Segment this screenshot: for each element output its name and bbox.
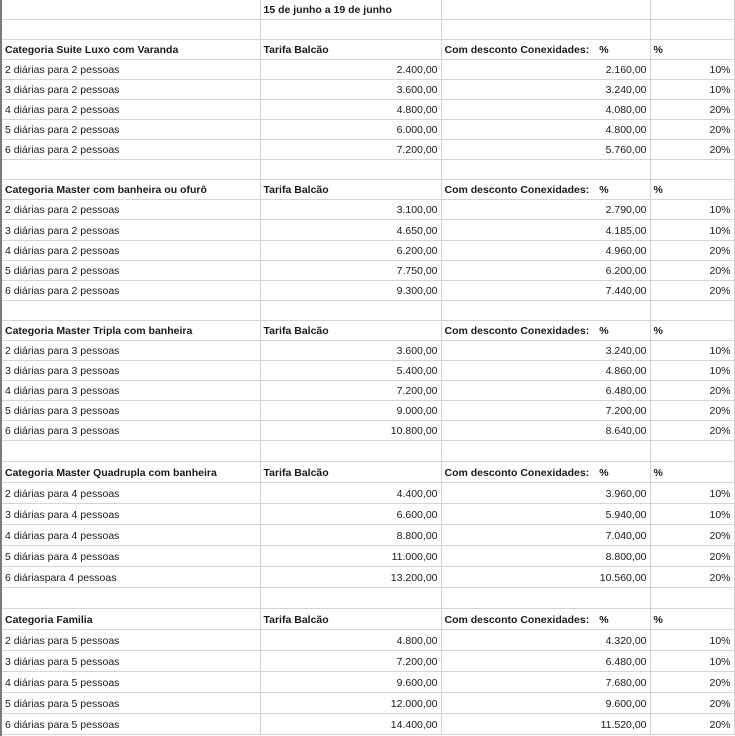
discount-header: Com desconto Conexidades: xyxy=(444,614,590,627)
discount-percent[interactable]: 20% xyxy=(650,525,734,546)
discount-percent[interactable]: 20% xyxy=(650,99,734,119)
title-row xyxy=(2,0,734,19)
discount-header-cell[interactable] xyxy=(441,462,650,483)
cell[interactable] xyxy=(441,441,650,462)
discount-value[interactable]: 3.960,00 xyxy=(441,483,650,504)
tarifa-header[interactable]: Tarifa Balcão xyxy=(260,609,441,630)
cell[interactable] xyxy=(260,160,441,180)
stay-label[interactable]: 2 diárias para 5 pessoas xyxy=(2,630,260,651)
stay-label[interactable]: 2 diárias para 2 pessoas xyxy=(2,59,260,79)
tarifa-value[interactable]: 7.750,00 xyxy=(260,260,441,280)
stay-label[interactable]: 5 diárias para 2 pessoas xyxy=(2,260,260,280)
discount-value[interactable]: 5.760,00 xyxy=(441,140,650,160)
tarifa-value[interactable]: 4.800,00 xyxy=(260,99,441,119)
discount-value[interactable]: 4.860,00 xyxy=(441,361,650,381)
stay-label[interactable]: 3 diárias para 4 pessoas xyxy=(2,504,260,525)
discount-value[interactable]: 6.480,00 xyxy=(441,651,650,672)
discount-value[interactable]: 4.320,00 xyxy=(441,630,650,651)
category-header-row xyxy=(2,320,734,340)
discount-value[interactable]: 3.240,00 xyxy=(441,341,650,361)
cell[interactable] xyxy=(650,441,734,462)
rates-table xyxy=(2,0,735,735)
tarifa-value[interactable]: 6.000,00 xyxy=(260,119,441,139)
cell[interactable] xyxy=(2,588,260,609)
cell[interactable] xyxy=(260,300,441,320)
tarifa-value[interactable]: 6.600,00 xyxy=(260,504,441,525)
stay-label[interactable]: 6 diáriaspara 4 pessoas xyxy=(2,567,260,588)
discount-percent[interactable]: 20% xyxy=(650,280,734,300)
discount-percent[interactable]: 10% xyxy=(650,341,734,361)
pct-header[interactable]: % xyxy=(650,39,734,59)
tarifa-value[interactable]: 2.400,00 xyxy=(260,59,441,79)
tarifa-value[interactable]: 3.600,00 xyxy=(260,79,441,99)
discount-value[interactable]: 7.200,00 xyxy=(441,401,650,421)
table-row xyxy=(2,546,734,567)
table-row xyxy=(2,220,734,240)
table-row xyxy=(2,714,734,735)
cell[interactable] xyxy=(2,160,260,180)
stay-label[interactable]: 6 diárias para 2 pessoas xyxy=(2,280,260,300)
cell[interactable] xyxy=(2,0,260,19)
discount-value[interactable]: 6.480,00 xyxy=(441,381,650,401)
cell[interactable] xyxy=(441,19,650,39)
blank-row xyxy=(2,300,734,320)
discount-value[interactable]: 5.940,00 xyxy=(441,504,650,525)
discount-header-cell[interactable] xyxy=(441,609,650,630)
table-row xyxy=(2,421,734,441)
stay-label[interactable]: 4 diárias para 2 pessoas xyxy=(2,240,260,260)
discount-value[interactable]: 7.440,00 xyxy=(441,280,650,300)
discount-header: Com desconto Conexidades: xyxy=(444,43,590,56)
category-title[interactable]: Categoria Familia xyxy=(2,609,260,630)
category-header-row xyxy=(2,609,734,630)
category-title[interactable]: Categoria Master com banheira ou ofurô xyxy=(2,180,260,200)
tarifa-value[interactable]: 8.800,00 xyxy=(260,525,441,546)
table-row xyxy=(2,280,734,300)
cell[interactable] xyxy=(650,19,734,39)
discount-value[interactable]: 8.800,00 xyxy=(441,546,650,567)
discount-percent[interactable]: 10% xyxy=(650,200,734,220)
tarifa-value[interactable]: 3.600,00 xyxy=(260,341,441,361)
blank-row xyxy=(2,160,734,180)
discount-percent[interactable]: 10% xyxy=(650,79,734,99)
discount-pct-header: % xyxy=(599,467,609,480)
table-row xyxy=(2,381,734,401)
period-cell[interactable]: 15 de junho a 19 de junho xyxy=(260,0,441,19)
tarifa-value[interactable]: 3.100,00 xyxy=(260,200,441,220)
discount-percent[interactable]: 20% xyxy=(650,567,734,588)
table-row xyxy=(2,693,734,714)
table-row xyxy=(2,260,734,280)
discount-value[interactable]: 4.800,00 xyxy=(441,119,650,139)
discount-percent[interactable]: 20% xyxy=(650,714,734,735)
discount-value[interactable]: 8.640,00 xyxy=(441,421,650,441)
tarifa-value[interactable]: 11.000,00 xyxy=(260,546,441,567)
discount-value[interactable]: 10.560,00 xyxy=(441,567,650,588)
cell[interactable] xyxy=(2,441,260,462)
table-row xyxy=(2,240,734,260)
discount-value[interactable]: 9.600,00 xyxy=(441,693,650,714)
discount-value[interactable]: 4.960,00 xyxy=(441,240,650,260)
discount-value[interactable]: 11.520,00 xyxy=(441,714,650,735)
tarifa-value[interactable]: 7.200,00 xyxy=(260,651,441,672)
stay-label[interactable]: 2 diárias para 3 pessoas xyxy=(2,341,260,361)
table-row xyxy=(2,504,734,525)
stay-label[interactable]: 6 diárias para 3 pessoas xyxy=(2,421,260,441)
discount-percent[interactable]: 20% xyxy=(650,260,734,280)
stay-label[interactable]: 4 diárias para 2 pessoas xyxy=(2,99,260,119)
cell[interactable] xyxy=(441,0,650,19)
cell[interactable] xyxy=(2,19,260,39)
discount-value[interactable]: 4.080,00 xyxy=(441,99,650,119)
blank-row xyxy=(2,441,734,462)
stay-label[interactable]: 2 diárias para 4 pessoas xyxy=(2,483,260,504)
discount-percent[interactable]: 20% xyxy=(650,546,734,567)
tarifa-value[interactable]: 9.300,00 xyxy=(260,280,441,300)
stay-label[interactable]: 3 diárias para 3 pessoas xyxy=(2,361,260,381)
table-row xyxy=(2,651,734,672)
cell[interactable] xyxy=(650,588,734,609)
tarifa-value[interactable]: 5.400,00 xyxy=(260,361,441,381)
table-row xyxy=(2,200,734,220)
cell[interactable] xyxy=(441,160,650,180)
discount-header: Com desconto Conexidades: xyxy=(444,184,590,197)
discount-percent[interactable]: 10% xyxy=(650,630,734,651)
discount-percent[interactable]: 20% xyxy=(650,693,734,714)
table-row xyxy=(2,672,734,693)
discount-percent[interactable]: 20% xyxy=(650,421,734,441)
pct-header[interactable]: % xyxy=(650,462,734,483)
discount-percent[interactable]: 10% xyxy=(650,504,734,525)
discount-pct-header: % xyxy=(599,325,609,337)
stay-label[interactable]: 5 diárias para 3 pessoas xyxy=(2,401,260,421)
tarifa-value[interactable]: 7.200,00 xyxy=(260,140,441,160)
table-row xyxy=(2,567,734,588)
category-header-row xyxy=(2,39,734,59)
tarifa-value[interactable]: 4.400,00 xyxy=(260,483,441,504)
discount-percent[interactable]: 20% xyxy=(650,672,734,693)
table-row xyxy=(2,361,734,381)
tarifa-header[interactable]: Tarifa Balcão xyxy=(260,320,441,340)
discount-value[interactable]: 4.185,00 xyxy=(441,220,650,240)
pct-header[interactable]: % xyxy=(650,180,734,200)
discount-value[interactable]: 2.160,00 xyxy=(441,59,650,79)
tarifa-value[interactable]: 10.800,00 xyxy=(260,421,441,441)
category-header-row xyxy=(2,180,734,200)
blank-row xyxy=(2,19,734,39)
discount-header: Com desconto Conexidades: xyxy=(444,467,590,480)
cell[interactable] xyxy=(650,160,734,180)
stay-label[interactable]: 5 diárias para 2 pessoas xyxy=(2,119,260,139)
discount-percent[interactable]: 20% xyxy=(650,381,734,401)
cell[interactable] xyxy=(650,0,734,19)
tarifa-header[interactable]: Tarifa Balcão xyxy=(260,180,441,200)
tarifa-value[interactable]: 4.800,00 xyxy=(260,630,441,651)
cell[interactable] xyxy=(2,300,260,320)
stay-label[interactable]: 5 diárias para 4 pessoas xyxy=(2,546,260,567)
discount-percent[interactable]: 10% xyxy=(650,651,734,672)
discount-percent[interactable]: 20% xyxy=(650,119,734,139)
table-row xyxy=(2,79,734,99)
stay-label[interactable]: 3 diárias para 2 pessoas xyxy=(2,79,260,99)
stay-label[interactable]: 3 diárias para 5 pessoas xyxy=(2,651,260,672)
discount-percent[interactable]: 10% xyxy=(650,59,734,79)
table-row xyxy=(2,140,734,160)
tarifa-value[interactable]: 6.200,00 xyxy=(260,240,441,260)
tarifa-value[interactable]: 9.000,00 xyxy=(260,401,441,421)
stay-label[interactable]: 2 diárias para 2 pessoas xyxy=(2,200,260,220)
tarifa-value[interactable]: 12.000,00 xyxy=(260,693,441,714)
discount-percent[interactable]: 20% xyxy=(650,140,734,160)
blank-row xyxy=(2,588,734,609)
category-title[interactable]: Categoria Master Tripla com banheira xyxy=(2,320,260,340)
discount-percent[interactable]: 10% xyxy=(650,483,734,504)
discount-percent[interactable]: 10% xyxy=(650,361,734,381)
table-row xyxy=(2,119,734,139)
stay-label[interactable]: 4 diárias para 4 pessoas xyxy=(2,525,260,546)
category-header-row xyxy=(2,462,734,483)
table-row xyxy=(2,59,734,79)
discount-value[interactable]: 3.240,00 xyxy=(441,79,650,99)
tarifa-header[interactable]: Tarifa Balcão xyxy=(260,462,441,483)
table-row xyxy=(2,630,734,651)
discount-value[interactable]: 7.680,00 xyxy=(441,672,650,693)
table-row xyxy=(2,483,734,504)
cell[interactable] xyxy=(260,441,441,462)
discount-pct-header: % xyxy=(599,614,609,627)
cell[interactable] xyxy=(441,300,650,320)
discount-value[interactable]: 6.200,00 xyxy=(441,260,650,280)
discount-value[interactable]: 2.790,00 xyxy=(441,200,650,220)
tarifa-value[interactable]: 7.200,00 xyxy=(260,381,441,401)
table-row xyxy=(2,341,734,361)
stay-label[interactable]: 4 diárias para 3 pessoas xyxy=(2,381,260,401)
discount-header-cell[interactable] xyxy=(441,39,650,59)
category-title[interactable]: Categoria Master Quadrupla com banheira xyxy=(2,462,260,483)
cell[interactable] xyxy=(260,588,441,609)
discount-value[interactable]: 7.040,00 xyxy=(441,525,650,546)
cell[interactable] xyxy=(650,300,734,320)
discount-pct-header: % xyxy=(599,184,609,197)
table-row xyxy=(2,401,734,421)
discount-header-cell[interactable] xyxy=(441,320,650,340)
stay-label[interactable]: 5 diárias para 5 pessoas xyxy=(2,693,260,714)
discount-percent[interactable]: 20% xyxy=(650,401,734,421)
stay-label[interactable]: 3 diárias para 2 pessoas xyxy=(2,220,260,240)
cell[interactable] xyxy=(441,588,650,609)
cell[interactable] xyxy=(260,19,441,39)
tarifa-value[interactable]: 14.400,00 xyxy=(260,714,441,735)
stay-label[interactable]: 6 diárias para 5 pessoas xyxy=(2,714,260,735)
pct-header[interactable]: % xyxy=(650,609,734,630)
stay-label[interactable]: 6 diárias para 2 pessoas xyxy=(2,140,260,160)
discount-header: Com desconto Conexidades: xyxy=(444,325,590,337)
tarifa-header[interactable]: Tarifa Balcão xyxy=(260,39,441,59)
tarifa-value[interactable]: 13.200,00 xyxy=(260,567,441,588)
pct-header[interactable]: % xyxy=(650,320,734,340)
discount-percent[interactable]: 10% xyxy=(650,220,734,240)
table-row xyxy=(2,99,734,119)
discount-pct-header: % xyxy=(599,43,609,56)
stay-label[interactable]: 4 diárias para 5 pessoas xyxy=(2,672,260,693)
category-title[interactable]: Categoria Suite Luxo com Varanda xyxy=(2,39,260,59)
tarifa-value[interactable]: 4.650,00 xyxy=(260,220,441,240)
tarifa-value[interactable]: 9.600,00 xyxy=(260,672,441,693)
discount-percent[interactable]: 20% xyxy=(650,240,734,260)
discount-header-cell[interactable] xyxy=(441,180,650,200)
table-row xyxy=(2,525,734,546)
